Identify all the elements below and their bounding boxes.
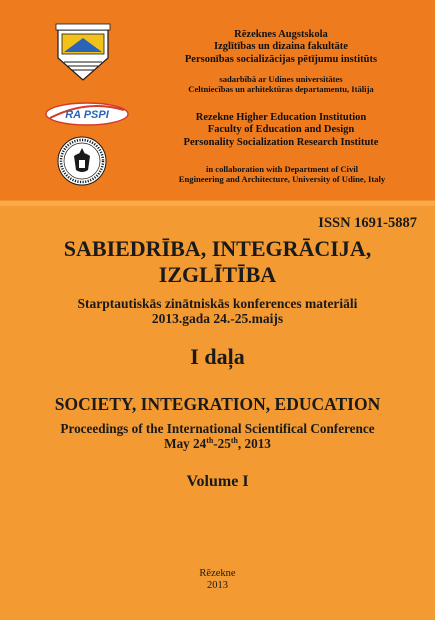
header-latvian-line: Personības socializācijas pētījumu institūts <box>184 53 378 65</box>
ra-pspi-logo-text: RA PSPI <box>65 109 109 121</box>
header-italian-line: Celtniecības un arhitektūras departamentu, Itālija <box>188 84 374 94</box>
header-italian-line: sadarbībā ar Udines universitātes <box>219 74 343 84</box>
title-latvian <box>0 236 435 288</box>
date-sup-first: th <box>206 436 214 445</box>
proceedings-english <box>0 421 435 451</box>
header-english-line: Personality Socialization Research Institute <box>183 136 379 148</box>
conference-latvian-line: 2013.gada 24.-25.maijs <box>151 311 284 326</box>
issn-number: ISSN 1691-5887 <box>318 215 417 231</box>
header-latvian <box>151 29 411 66</box>
proceedings-line: Proceedings of the International Scientifical Conference <box>60 421 375 436</box>
header-italian-collab <box>151 74 411 94</box>
header-latvian-line: Rēzeknes Augstskola <box>234 29 328 40</box>
udine-seal-icon <box>57 136 107 186</box>
part-label-latvian: I daļa <box>190 344 245 369</box>
title-latvian-line: SABIEDRĪBA, INTEGRĀCIJA, <box>63 236 372 261</box>
header-collaboration <box>142 164 422 184</box>
rta-logo-icon <box>54 22 112 82</box>
header-latvian-line: Izglītības un dizaina fakultāte <box>214 41 348 53</box>
date-sup-second: th <box>230 436 238 445</box>
title-english: SOCIETY, INTEGRATION, EDUCATION <box>54 394 381 414</box>
header-collaboration-line: Engineering and Architecture, University of Udine, Italy <box>178 174 386 184</box>
date-mid: -25 <box>213 436 231 451</box>
volume-english: Volume I <box>186 473 249 490</box>
publication-year: 2013 <box>207 580 228 591</box>
header-english-line: Rezekne Higher Education Institution <box>195 112 367 123</box>
date-suffix: , 2013 <box>237 436 271 451</box>
title-latvian-line: IZGLĪTĪBA <box>158 262 277 287</box>
ra-pspi-logo-icon <box>44 101 130 127</box>
header-english-line: Faculty of Education and Design <box>207 124 355 136</box>
publication-place <box>0 568 435 592</box>
conference-latvian <box>0 296 435 326</box>
header-english <box>151 112 411 149</box>
conference-latvian-line: Starptautiskās zinātniskās konferences materiāli <box>77 296 358 311</box>
date-prefix: May 24 <box>164 436 207 451</box>
place-name: Rēzekne <box>199 568 236 579</box>
conference-date <box>0 436 435 451</box>
header-collaboration-line: in collaboration with Department of Civil <box>205 164 359 174</box>
